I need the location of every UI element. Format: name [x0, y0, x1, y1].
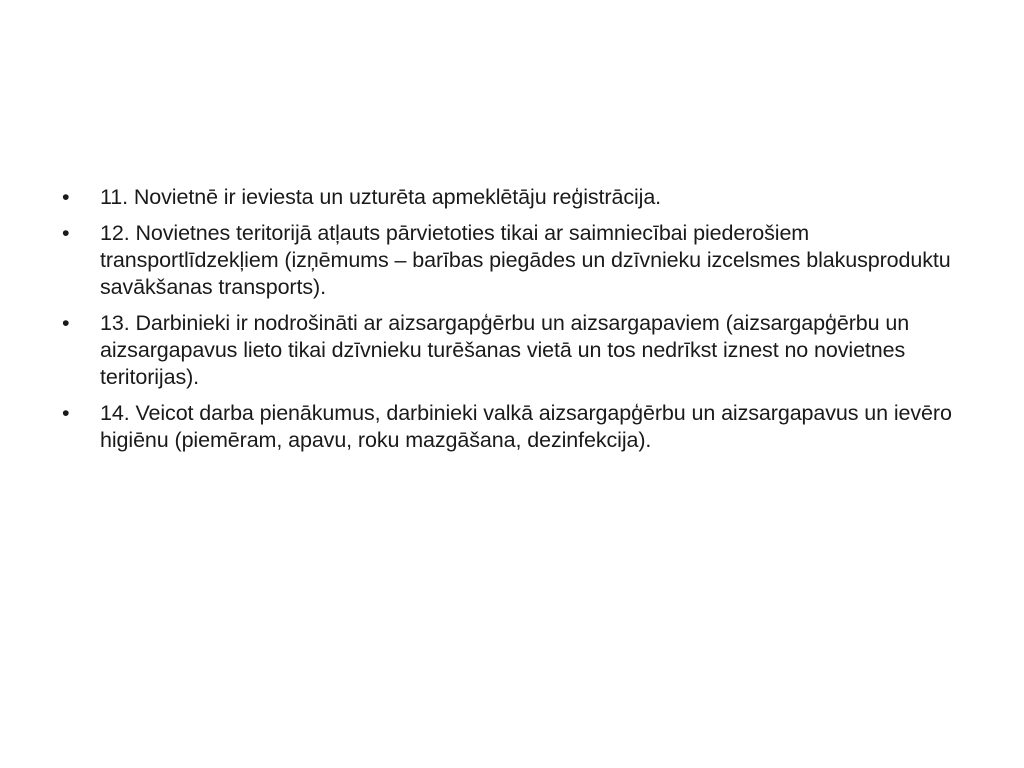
list-item-text: 11. Novietnē ir ieviesta un uzturēta apmeklētāju reģistrācija.	[100, 185, 662, 209]
list-item-text: 14. Veicot darba pienākumus, darbinieki valkā aizsargapģērbu un aizsargapavus un ievēro higiēnu (piemēram, apavu, roku mazgāšana, dezinfekcija).	[100, 401, 952, 452]
bullet-icon: •	[62, 311, 70, 335]
bullet-icon: •	[62, 221, 70, 245]
list-item-text: 12. Novietnes teritorijā atļauts pārvietoties tikai ar saimniecībai piederošiem transportlīdzekļiem (izņēmums – barības piegādes un dzīvnieku izcelsmes blakusproduktu savākšanas transports).	[100, 221, 951, 299]
list-item-12	[62, 220, 962, 301]
bullet-icon: •	[62, 401, 70, 425]
bullet-list	[62, 184, 962, 463]
list-item-11	[62, 184, 962, 211]
list-item-13	[62, 310, 962, 391]
list-item-14	[62, 400, 962, 454]
list-item-text: 13. Darbinieki ir nodrošināti ar aizsargapģērbu un aizsargapaviem (aizsargapģērbu un aizsargapavus lieto tikai dzīvnieku turēšanas vietā un tos nedrīkst iznest no novietnes teritorijas).	[100, 311, 910, 389]
bullet-icon: •	[62, 185, 70, 209]
